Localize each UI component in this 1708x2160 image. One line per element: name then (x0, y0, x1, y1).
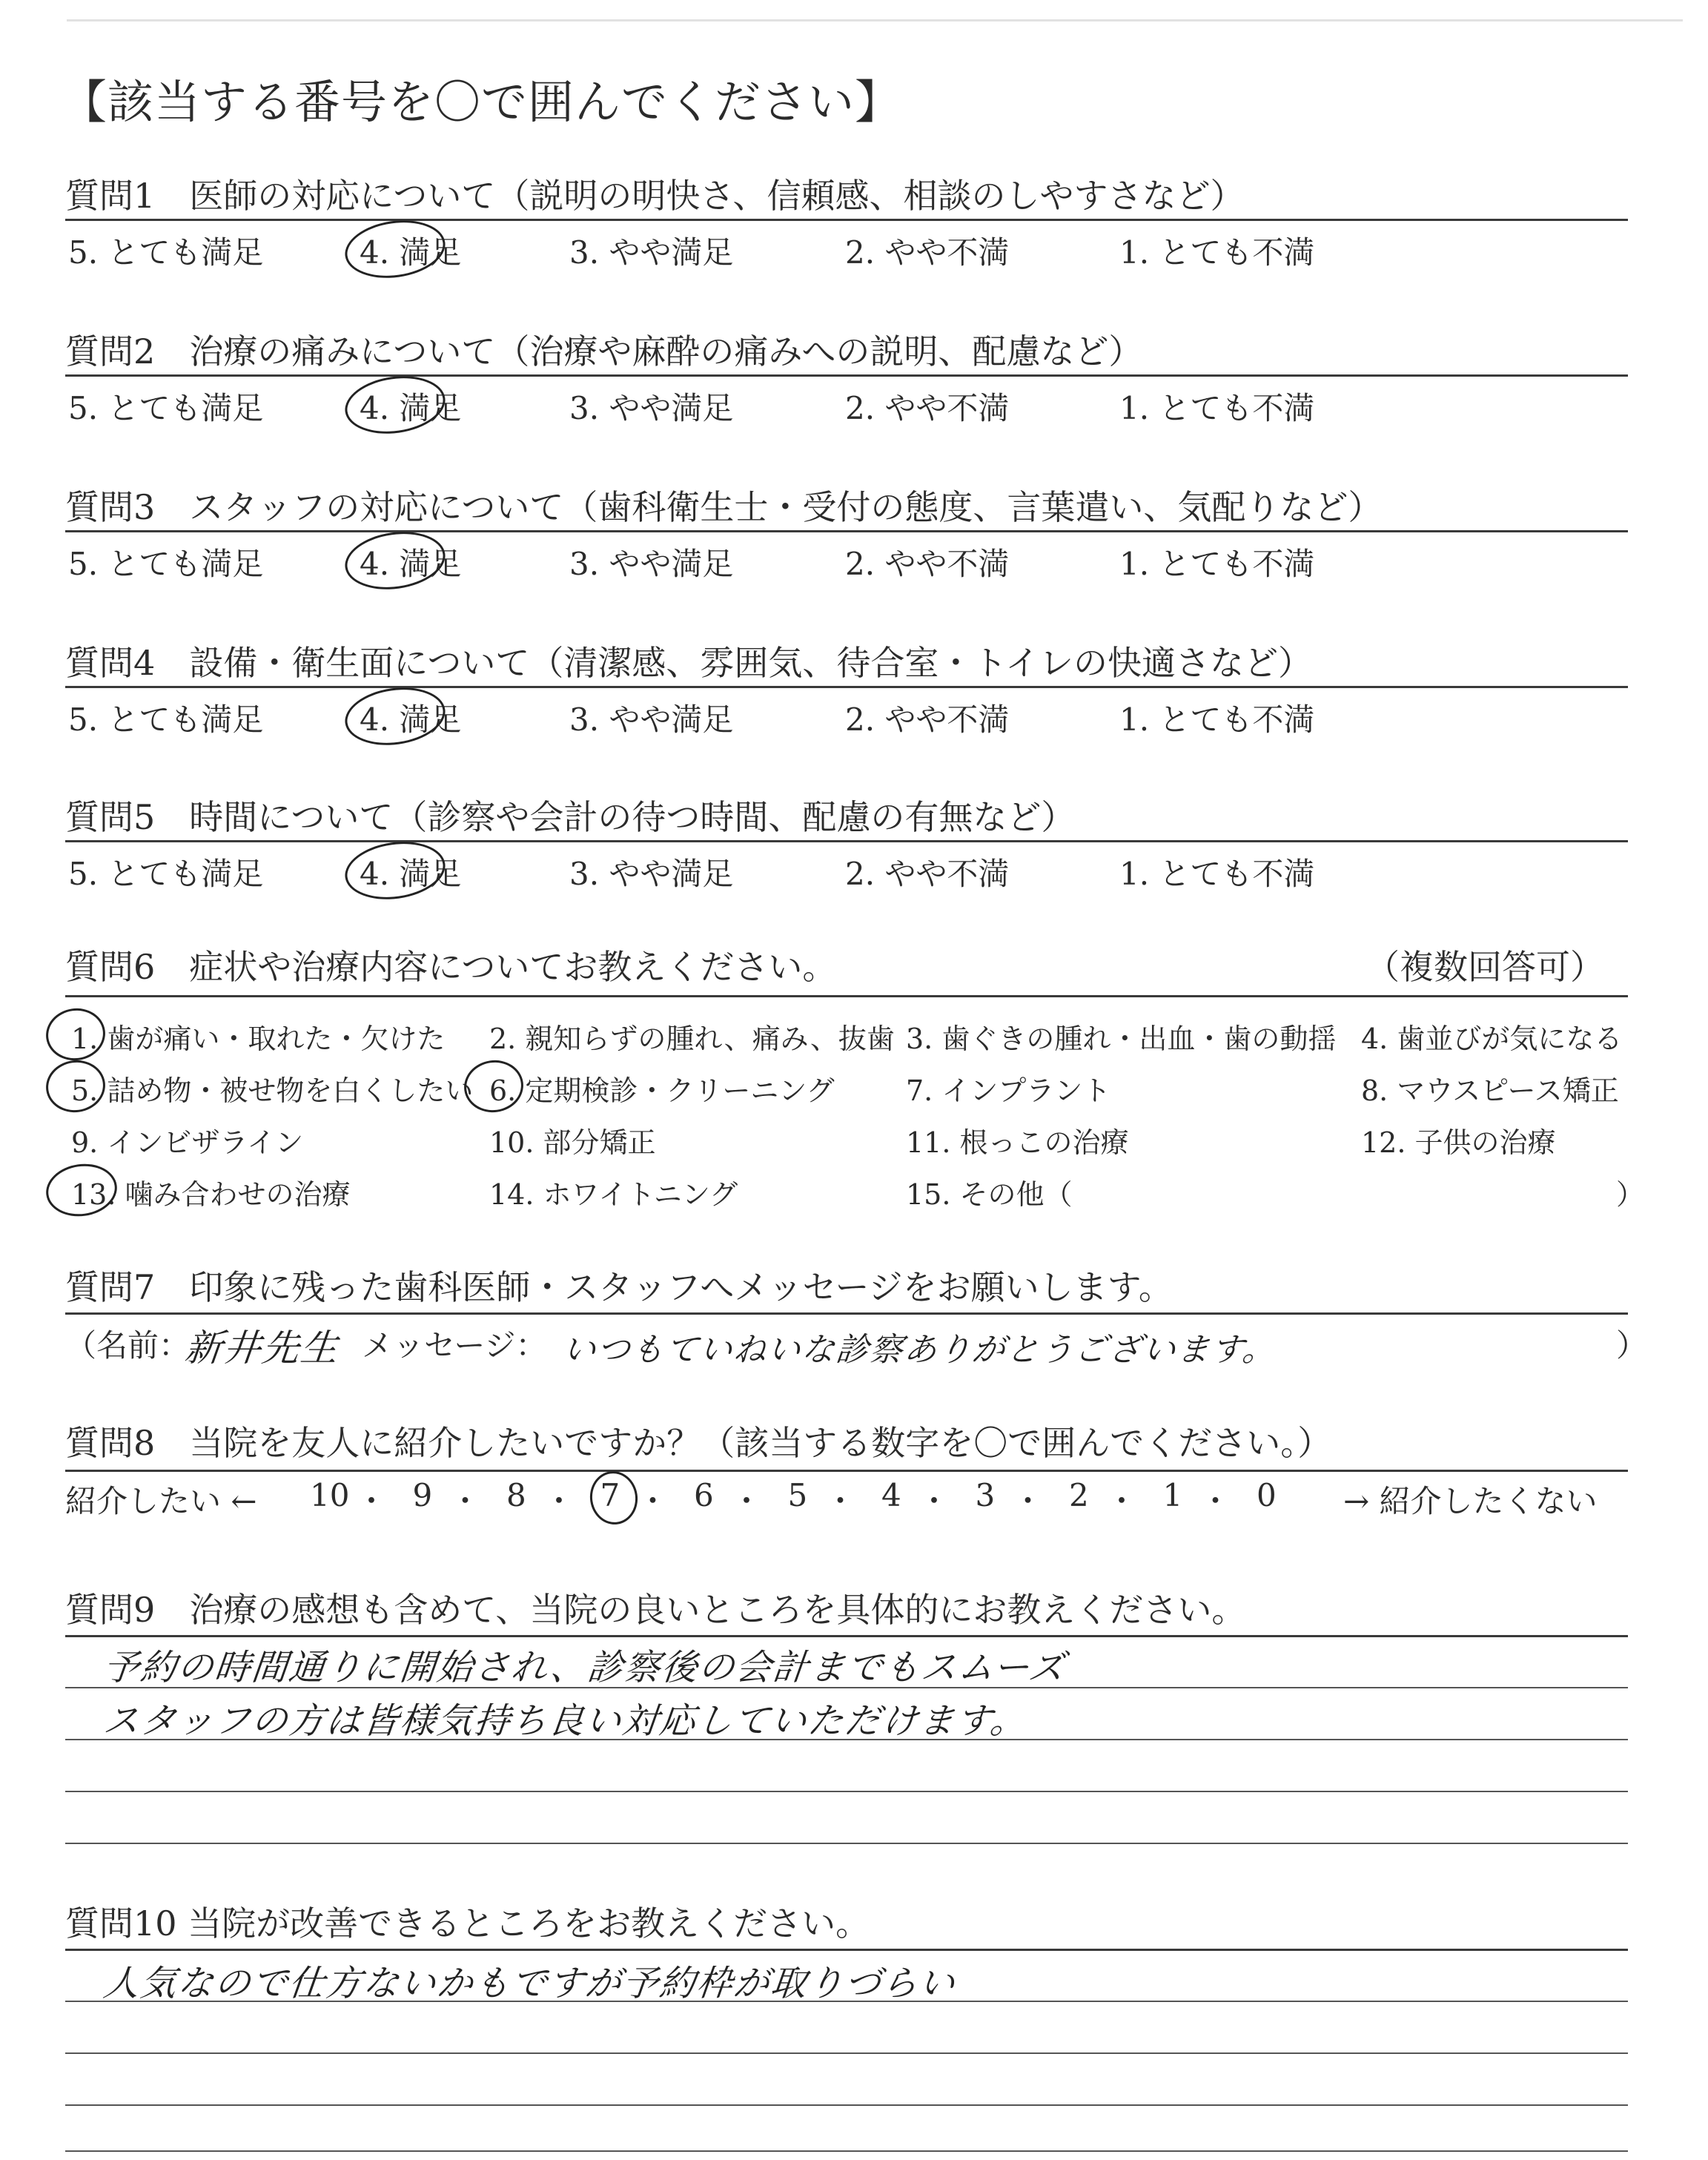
q2-rule (65, 374, 1628, 377)
q8-circle (586, 1468, 640, 1527)
q7-title: 質問7 印象に残った歯科医師・スタッフへメッセージをお願いします。 (65, 1267, 1173, 1307)
q8-value-7: 7 (600, 1477, 620, 1513)
q8-value-5: 5 (787, 1477, 808, 1513)
q6-option-15: 15. その他（ (906, 1178, 1073, 1211)
q8-value-3: 3 (975, 1477, 996, 1513)
q3-title: 質問3 スタッフの対応について（歯科衛生士・受付の態度、言葉遣い、気配りなど） (65, 487, 1383, 527)
q2-title: 質問2 治療の痛みについて（治療や麻酔の痛みへの説明、配慮など） (65, 331, 1143, 371)
q9-line-4 (65, 1791, 1628, 1792)
q3-option-3: 3. やや満足 (569, 546, 734, 582)
q6-option-4: 4. 歯並びが気になる (1361, 1023, 1623, 1055)
q3-option-5: 5. とても満足 (68, 546, 264, 582)
q5-title: 質問5 時間について（診察や会計の待つ時間、配慮の有無など） (65, 797, 1076, 837)
q6-option-2: 2. 親知らずの腫れ、痛み、抜歯 (489, 1023, 895, 1055)
q10-line-3 (65, 2052, 1628, 2054)
q8-right-label: → 紹介したくない (1343, 1483, 1598, 1519)
q6-option-9: 9. インビザライン (71, 1126, 304, 1159)
q8-separator: ・ (731, 1483, 763, 1519)
q6-option-8: 8. マウスピース矯正 (1361, 1074, 1619, 1107)
q8-title: 質問8 当院を友人に紹介したいですか？（該当する数字を〇で囲んでください。） (65, 1423, 1332, 1463)
q6-title: 質問6 症状や治療内容についてお教えください。 (65, 947, 837, 987)
q8-rule (65, 1470, 1628, 1472)
q10-title: 質問10 当院が改善できるところをお教えください。 (65, 1903, 870, 1943)
q2-option-3: 3. やや満足 (569, 390, 734, 426)
q4-option-2: 2. やや不満 (845, 701, 1010, 738)
q1-option-3: 3. やや満足 (569, 234, 734, 271)
q6-note: （複数回答可） (1366, 947, 1604, 987)
q10-line-4 (65, 2104, 1628, 2106)
q7-name-handwritten: 新井先生 (182, 1327, 342, 1370)
q9-answer-line-1: 予約の時間通りに開始され、診察後の会計までもスムーズ (101, 1647, 1068, 1688)
q4-title: 質問4 設備・衛生面について（清潔感、雰囲気、待合室・トイレの快適さなど） (65, 643, 1313, 683)
q8-separator: ・ (543, 1483, 575, 1519)
q1-option-4: 4. 満足 (360, 234, 462, 271)
q9-answer-line-2: スタッフの方は皆様気持ち良い対応していただけます。 (101, 1700, 1030, 1742)
q6-rule (65, 995, 1628, 997)
q10-line-5 (65, 2150, 1628, 2152)
q8-left-label: 紹介したい ← (65, 1483, 257, 1519)
q7-message-handwritten: いつもていねいな診察ありがとうございます。 (560, 1331, 1279, 1369)
q7-name-label: （名前： (65, 1327, 191, 1364)
q6-option-16: ） (1616, 1178, 1645, 1211)
q6-option-3: 3. 歯ぐきの腫れ・出血・歯の動揺 (906, 1023, 1337, 1055)
q1-option-5: 5. とても満足 (68, 234, 264, 271)
q6-option-13: 13. 噛み合わせの治療 (71, 1178, 351, 1211)
q5-option-4: 4. 満足 (360, 856, 462, 892)
q2-option-4: 4. 満足 (360, 390, 462, 426)
q5-rule (65, 840, 1628, 842)
q7-close-paren: ） (1616, 1327, 1648, 1364)
q6-option-14: 14. ホワイトニング (489, 1178, 738, 1211)
q3-answer-circle (341, 526, 448, 595)
q9-title: 質問9 治療の感想も含めて、当院の良いところを具体的にお教えください。 (65, 1590, 1246, 1630)
q4-answer-circle (341, 681, 448, 751)
q8-separator: ・ (449, 1483, 481, 1519)
q10-rule (65, 1949, 1628, 1951)
q5-option-2: 2. やや不満 (845, 856, 1010, 892)
q8-separator: ・ (824, 1483, 856, 1519)
q2-option-1: 1. とても不満 (1119, 390, 1315, 426)
q8-separator: ・ (356, 1483, 388, 1519)
q1-option-1: 1. とても不満 (1119, 234, 1315, 271)
q6-option-7: 7. インプラント (906, 1074, 1111, 1107)
q4-option-1: 1. とても不満 (1119, 701, 1315, 738)
q5-option-3: 3. やや満足 (569, 856, 734, 892)
q5-option-5: 5. とても満足 (68, 856, 264, 892)
q2-option-5: 5. とても満足 (68, 390, 264, 426)
q6-option-5: 5. 詰め物・被せ物を白くしたい (71, 1074, 474, 1107)
q8-separator: ・ (637, 1483, 669, 1519)
q4-option-5: 5. とても満足 (68, 701, 264, 738)
q3-option-2: 2. やや不満 (845, 546, 1010, 582)
form-heading: 【該当する番号を〇で囲んでください】 (61, 75, 902, 129)
q7-rule (65, 1312, 1628, 1315)
q1-option-2: 2. やや不満 (845, 234, 1010, 271)
q8-value-8: 8 (506, 1477, 526, 1513)
q8-value-6: 6 (694, 1477, 714, 1513)
q3-rule (65, 530, 1628, 532)
q9-rule (65, 1635, 1628, 1637)
q2-answer-circle (341, 370, 448, 440)
q8-value-9: 9 (412, 1477, 433, 1513)
q5-answer-circle (341, 836, 448, 905)
q8-value-1: 1 (1162, 1477, 1183, 1513)
q2-option-2: 2. やや不満 (845, 390, 1010, 426)
q5-option-1: 1. とても不満 (1119, 856, 1315, 892)
q3-option-4: 4. 満足 (360, 546, 462, 582)
q3-option-1: 1. とても不満 (1119, 546, 1315, 582)
q8-separator: ・ (1012, 1483, 1044, 1519)
q4-rule (65, 686, 1628, 688)
q1-rule (65, 219, 1628, 221)
q1-answer-circle (341, 214, 448, 284)
q4-option-3: 3. やや満足 (569, 701, 734, 738)
page-top-edge (67, 19, 1683, 22)
q6-option-1: 1. 歯が痛い・取れた・欠けた (71, 1023, 446, 1055)
q8-separator: ・ (1106, 1483, 1138, 1519)
q6-option-11: 11. 根っこの治療 (906, 1126, 1129, 1159)
q8-value-0: 0 (1257, 1477, 1277, 1513)
q9-line-5 (65, 1843, 1628, 1844)
q6-option-10: 10. 部分矯正 (489, 1126, 656, 1159)
q6-option-12: 12. 子供の治療 (1361, 1126, 1556, 1159)
q8-value-10: 10 (310, 1477, 350, 1513)
q8-value-4: 4 (881, 1477, 901, 1513)
q8-separator: ・ (918, 1483, 950, 1519)
q1-title: 質問1 医師の対応について（説明の明快さ、信頼感、相談のしやすさなど） (65, 176, 1245, 216)
q4-option-4: 4. 満足 (360, 701, 462, 738)
q8-separator: ・ (1199, 1483, 1231, 1519)
q10-answer-line-1: 人気なので仕方ないかもですが予約枠が取りづらい (101, 1963, 959, 2004)
q8-value-2: 2 (1069, 1477, 1089, 1513)
q6-option-6: 6. 定期検診・クリーニング (489, 1074, 835, 1107)
q7-message-label: メッセージ： (362, 1327, 547, 1364)
